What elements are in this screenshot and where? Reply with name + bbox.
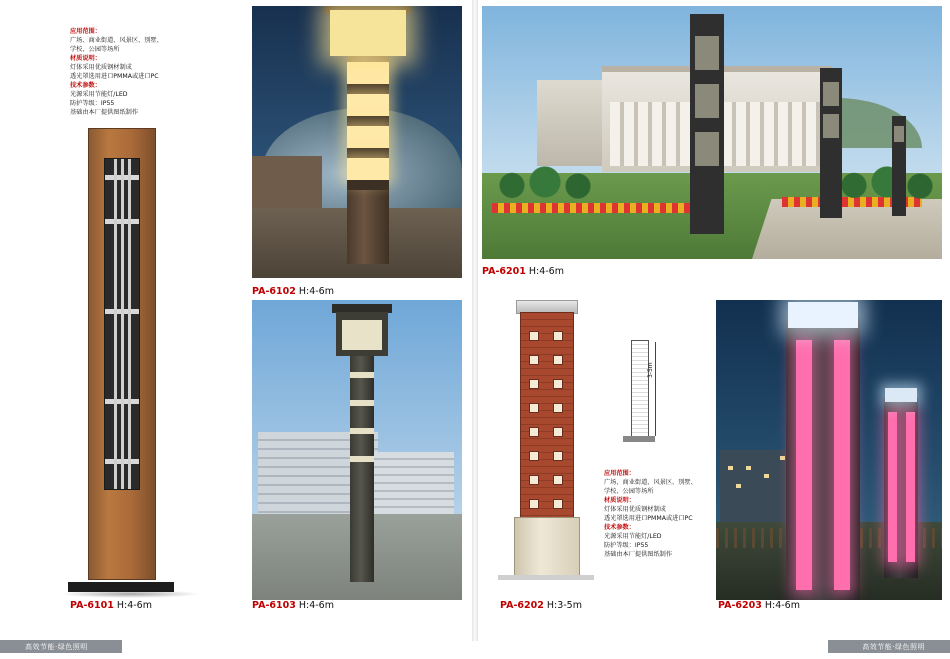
spec-line: 基础由本厂提供图纸制作 (70, 108, 139, 116)
spec-heading-parameters: 技术参数： (70, 81, 101, 89)
caption-pa6202 (500, 600, 582, 611)
spec-line: 光源采用节能灯/LED (70, 90, 128, 98)
spec-line: 灯体采用优质钢材制成 (70, 63, 132, 71)
product-photo-pa6203 (716, 300, 942, 600)
product-drawing-pa6202 (492, 300, 602, 590)
spec-line: 光源采用节能灯/LED (604, 532, 662, 540)
product-height: H:4-6m (528, 266, 564, 277)
product-height: H:4-6m (116, 600, 152, 611)
lamp-brick-body (520, 312, 574, 519)
footer-text-right: 高效节能·绿色照明 (862, 642, 925, 651)
spec-line: 防护等级：IP55 (604, 541, 649, 549)
spec-line: 学校、公园等场所 (604, 487, 654, 495)
dimension-label: 3-5m (647, 362, 654, 378)
product-code: PA-6102 (252, 286, 296, 297)
product-photo-pa6102 (252, 6, 462, 278)
product-height: H:3-5m (546, 600, 582, 611)
caption-pa6203 (718, 600, 800, 611)
caption-pa6201 (482, 266, 564, 277)
dimension-drawing-pa6202 (617, 340, 663, 455)
drop-shadow (60, 590, 200, 598)
product-code: PA-6103 (252, 600, 296, 611)
spec-line: 透光罩选用进口PMMA或进口PC (70, 72, 159, 80)
spec-block-left (70, 28, 190, 118)
spec-heading-material: 材质说明： (604, 496, 635, 504)
spec-heading-parameters: 技术参数： (604, 523, 635, 531)
footer-bar-left (0, 640, 122, 653)
product-code: PA-6202 (500, 600, 544, 611)
product-height: H:4-6m (764, 600, 800, 611)
spec-heading-application: 应用范围： (70, 28, 101, 35)
footer-bar-right (828, 640, 950, 653)
product-height: H:4-6m (298, 286, 334, 297)
spec-line: 透光罩选用进口PMMA或进口PC (604, 514, 693, 522)
spec-heading-material: 材质说明： (70, 54, 101, 62)
caption-pa6101 (70, 600, 152, 611)
product-photo-pa6103 (252, 300, 462, 600)
spec-line: 广场、商业街道、风景区、别墅、 (70, 36, 163, 44)
spec-line: 防护等级：IP55 (70, 99, 115, 107)
spec-line: 基础由本厂提供图纸制作 (604, 550, 673, 558)
product-drawing-pa6101 (60, 128, 200, 598)
ground-line (498, 575, 594, 580)
spec-line: 灯体采用优质钢材制成 (604, 505, 666, 513)
lamp-light-panel (104, 158, 140, 490)
spec-line: 广场、商业街道、风景区、别墅、 (604, 478, 697, 486)
product-code: PA-6203 (718, 600, 762, 611)
caption-pa6102 (252, 286, 334, 297)
page-gutter (472, 0, 478, 641)
spec-block-right (604, 470, 724, 560)
footer-text-left: 高效节能·绿色照明 (25, 642, 88, 651)
spec-heading-application: 应用范围： (604, 470, 635, 477)
lamp-stone-plinth (514, 517, 580, 577)
spec-line: 学校、公园等场所 (70, 45, 120, 53)
product-code: PA-6101 (70, 600, 114, 611)
product-height: H:4-6m (298, 600, 334, 611)
caption-pa6103 (252, 600, 334, 611)
product-photo-pa6201 (482, 6, 942, 259)
product-code: PA-6201 (482, 266, 526, 277)
